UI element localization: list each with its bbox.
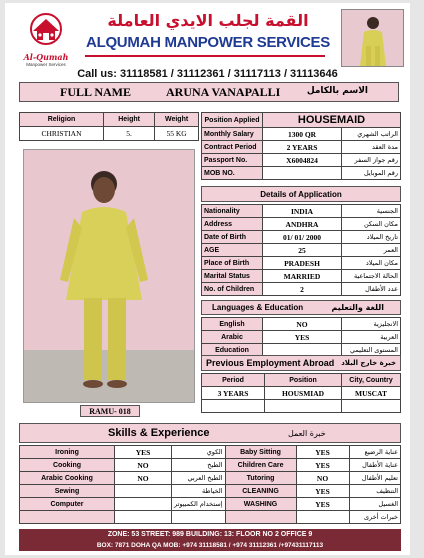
details-row-arabic: مكان السكن [342, 218, 401, 231]
skill-left-value [115, 485, 172, 498]
details-row [202, 205, 401, 218]
skills-table [19, 445, 401, 524]
full-name-value: ARUNA VANAPALLI [166, 85, 281, 99]
contract-row [202, 141, 401, 154]
company-logo [17, 11, 75, 67]
period-header: Period [202, 374, 265, 387]
details-row-value: 01/ 01/ 2000 [263, 231, 342, 244]
employment-city [342, 400, 401, 413]
skill-right-value: YES [296, 485, 349, 498]
position-header: Position [265, 374, 342, 387]
details-row-arabic: تاريخ الميلاد [342, 231, 401, 244]
religion-value: CHRISTIAN [20, 127, 104, 141]
language-row-label: Education [202, 344, 263, 357]
footer-address [19, 529, 401, 551]
footer-line-1: ZONE: 53 STREET: 989 BUILDING: 13: FLOOR NO 2 OFFICE 9 [107, 531, 313, 538]
language-row-value: YES [263, 331, 342, 344]
language-row-label: Arabic [202, 331, 263, 344]
religion-header: Religion [20, 113, 104, 127]
skills-row [20, 459, 401, 472]
skills-arabic-title: خبرة العمل [288, 429, 326, 438]
skill-left-label [20, 511, 115, 524]
contract-row-value: 2 YEARS [263, 141, 342, 154]
details-row [202, 257, 401, 270]
details-row-label: AGE [202, 244, 263, 257]
position-applied-value: HOUSEMAID [263, 113, 401, 128]
contract-row-label: Monthly Salary [202, 128, 263, 141]
skill-left-label: Cooking [20, 459, 115, 472]
details-row-label: Nationality [202, 205, 263, 218]
weight-value: 55 KG [155, 127, 199, 141]
employment-title: Previous Employment Abroad [206, 358, 335, 368]
skill-left-arabic: إستخدام الكمبيوتر [172, 498, 226, 511]
skills-section-title [19, 423, 401, 443]
details-row-label: No. of Children [202, 283, 263, 296]
header-thumbnail-photo [341, 9, 404, 67]
contract-row-arabic: مدة العقد [342, 141, 401, 154]
details-row [202, 218, 401, 231]
skill-right-value: YES [296, 446, 349, 459]
call-us-numbers: Call us: 31118581 / 31112361 / 31117113 / 31113646 [77, 67, 338, 80]
skills-row [20, 498, 401, 511]
basic-info-table [19, 112, 199, 141]
details-row-value: PRADESH [263, 257, 342, 270]
details-section-title: Details of Application [201, 186, 401, 202]
details-row-arabic: الجنسية [342, 205, 401, 218]
employment-position: HOUSMIAD [265, 387, 342, 400]
skill-left-arabic: الطبخ العربي [172, 472, 226, 485]
contract-row-arabic: رقم جواز السفر [342, 154, 401, 167]
applicant-photo [23, 149, 195, 403]
details-row-value: 25 [263, 244, 342, 257]
skill-right-value: YES [296, 498, 349, 511]
employment-position [265, 400, 342, 413]
contract-row-label: Passport No. [202, 154, 263, 167]
skill-right-value [296, 511, 349, 524]
details-row [202, 231, 401, 244]
details-row-arabic: العمر [342, 244, 401, 257]
contract-row [202, 154, 401, 167]
height-header: Height [104, 113, 155, 127]
contract-row-arabic: رقم الموبايل [342, 167, 401, 180]
position-applied-label: Position Applied [202, 113, 263, 128]
language-row [202, 331, 401, 344]
skill-right-label: WASHING [225, 498, 296, 511]
full-name-arabic-label: الاسم بالكامل [306, 86, 368, 96]
skill-left-label: Sewing [20, 485, 115, 498]
employment-table [201, 373, 401, 413]
details-table [201, 204, 401, 296]
contract-row-arabic: الراتب الشهري [342, 128, 401, 141]
details-row-arabic: الحالة الاجتماعية [342, 270, 401, 283]
language-row-value: NO [263, 318, 342, 331]
skill-left-arabic: الخياطة [172, 485, 226, 498]
language-row [202, 318, 401, 331]
skill-left-arabic: الكوي [172, 446, 226, 459]
skill-left-value [115, 511, 172, 524]
language-row-arabic: الانجليزية [342, 318, 401, 331]
employment-city: MUSCAT [342, 387, 401, 400]
details-row-value: MARRIED [263, 270, 342, 283]
details-row-label: Place of Birth [202, 257, 263, 270]
details-row-value: ANDHRA [263, 218, 342, 231]
skill-left-value: NO [115, 472, 172, 485]
skill-right-label: Baby Sitting [225, 446, 296, 459]
details-row-arabic: مكان الميلاد [342, 257, 401, 270]
city-country-header: City, Country [342, 374, 401, 387]
skill-right-arabic: التنظيف [349, 485, 400, 498]
skill-left-value [115, 498, 172, 511]
skill-left-value: NO [115, 459, 172, 472]
employment-period: 3 YEARS [202, 387, 265, 400]
logo-subtext: Manpower Services [26, 61, 66, 67]
skill-right-arabic: خبرات أخرى [349, 511, 400, 524]
english-company-title: ALQUMAH MANPOWER SERVICES [86, 33, 330, 51]
details-row-arabic: عدد الأطفال [342, 283, 401, 296]
weight-header: Weight [155, 113, 199, 127]
photo-caption: RAMU- 018 [80, 405, 140, 417]
employment-period [202, 400, 265, 413]
skills-row [20, 511, 401, 524]
skill-left-value: YES [115, 446, 172, 459]
details-row-label: Address [202, 218, 263, 231]
skills-row [20, 472, 401, 485]
skill-right-value: YES [296, 459, 349, 472]
skill-left-arabic: الطبخ [172, 459, 226, 472]
skill-left-label: Ironing [20, 446, 115, 459]
details-row-label: Date of Birth [202, 231, 263, 244]
contract-row-label: MOB NO. [202, 167, 263, 180]
contract-row-value: X6004824 [263, 154, 342, 167]
languages-table [201, 317, 401, 357]
skills-title: Skills & Experience [108, 427, 210, 439]
skill-right-arabic: الغسيل [349, 498, 400, 511]
skill-right-label: Children Care [225, 459, 296, 472]
details-row [202, 244, 401, 257]
cv-sheet [5, 3, 410, 555]
details-row [202, 283, 401, 296]
skill-left-label: Arabic Cooking [20, 472, 115, 485]
title-divider [85, 55, 325, 57]
contract-row-value [263, 167, 342, 180]
employment-row [202, 400, 401, 413]
footer-line-2: BOX: 7871 DOHA QA MOB: +974 31118581 / +974 31112361 /+97431117113 [96, 542, 324, 549]
skill-left-label: Computer [20, 498, 115, 511]
language-row-label: English [202, 318, 263, 331]
languages-arabic-title: اللغة والتعليم [331, 303, 384, 312]
languages-section-title [201, 300, 401, 315]
arabic-company-title: القمة لجلب الايدي العاملة [107, 10, 309, 30]
skill-left-arabic [172, 511, 226, 524]
language-row-arabic: العربية [342, 331, 401, 344]
contract-row [202, 128, 401, 141]
skill-right-label: CLEANING [225, 485, 296, 498]
house-logo-icon [17, 11, 75, 47]
skill-right-arabic: عناية الرضيع [349, 446, 400, 459]
employment-arabic-title: خبرة خارج البلاد [341, 359, 396, 367]
details-row-value: 2 [263, 283, 342, 296]
details-row-value: INDIA [263, 205, 342, 218]
language-row-arabic: المستوى التعليمي [342, 344, 401, 357]
height-value: 5. [104, 127, 155, 141]
skill-right-label: Tutoring [225, 472, 296, 485]
details-row-label: Marital Status [202, 270, 263, 283]
contract-row-label: Contract Period [202, 141, 263, 154]
full-name-row [19, 82, 399, 102]
skill-right-value: NO [296, 472, 349, 485]
contract-row [202, 167, 401, 180]
skills-row [20, 485, 401, 498]
employment-section-title [201, 355, 401, 371]
contract-row-value: 1300 QR [263, 128, 342, 141]
languages-title: Languages & Education [212, 303, 304, 312]
contract-table [201, 112, 401, 180]
skills-row [20, 446, 401, 459]
skill-right-arabic: تعليم الأطفال [349, 472, 400, 485]
employment-row [202, 387, 401, 400]
skill-right-label [225, 511, 296, 524]
logo-text: Al-Qumah [23, 51, 69, 62]
skill-right-arabic: عناية الأطفال [349, 459, 400, 472]
details-row [202, 270, 401, 283]
full-name-label: FULL NAME [60, 85, 132, 99]
